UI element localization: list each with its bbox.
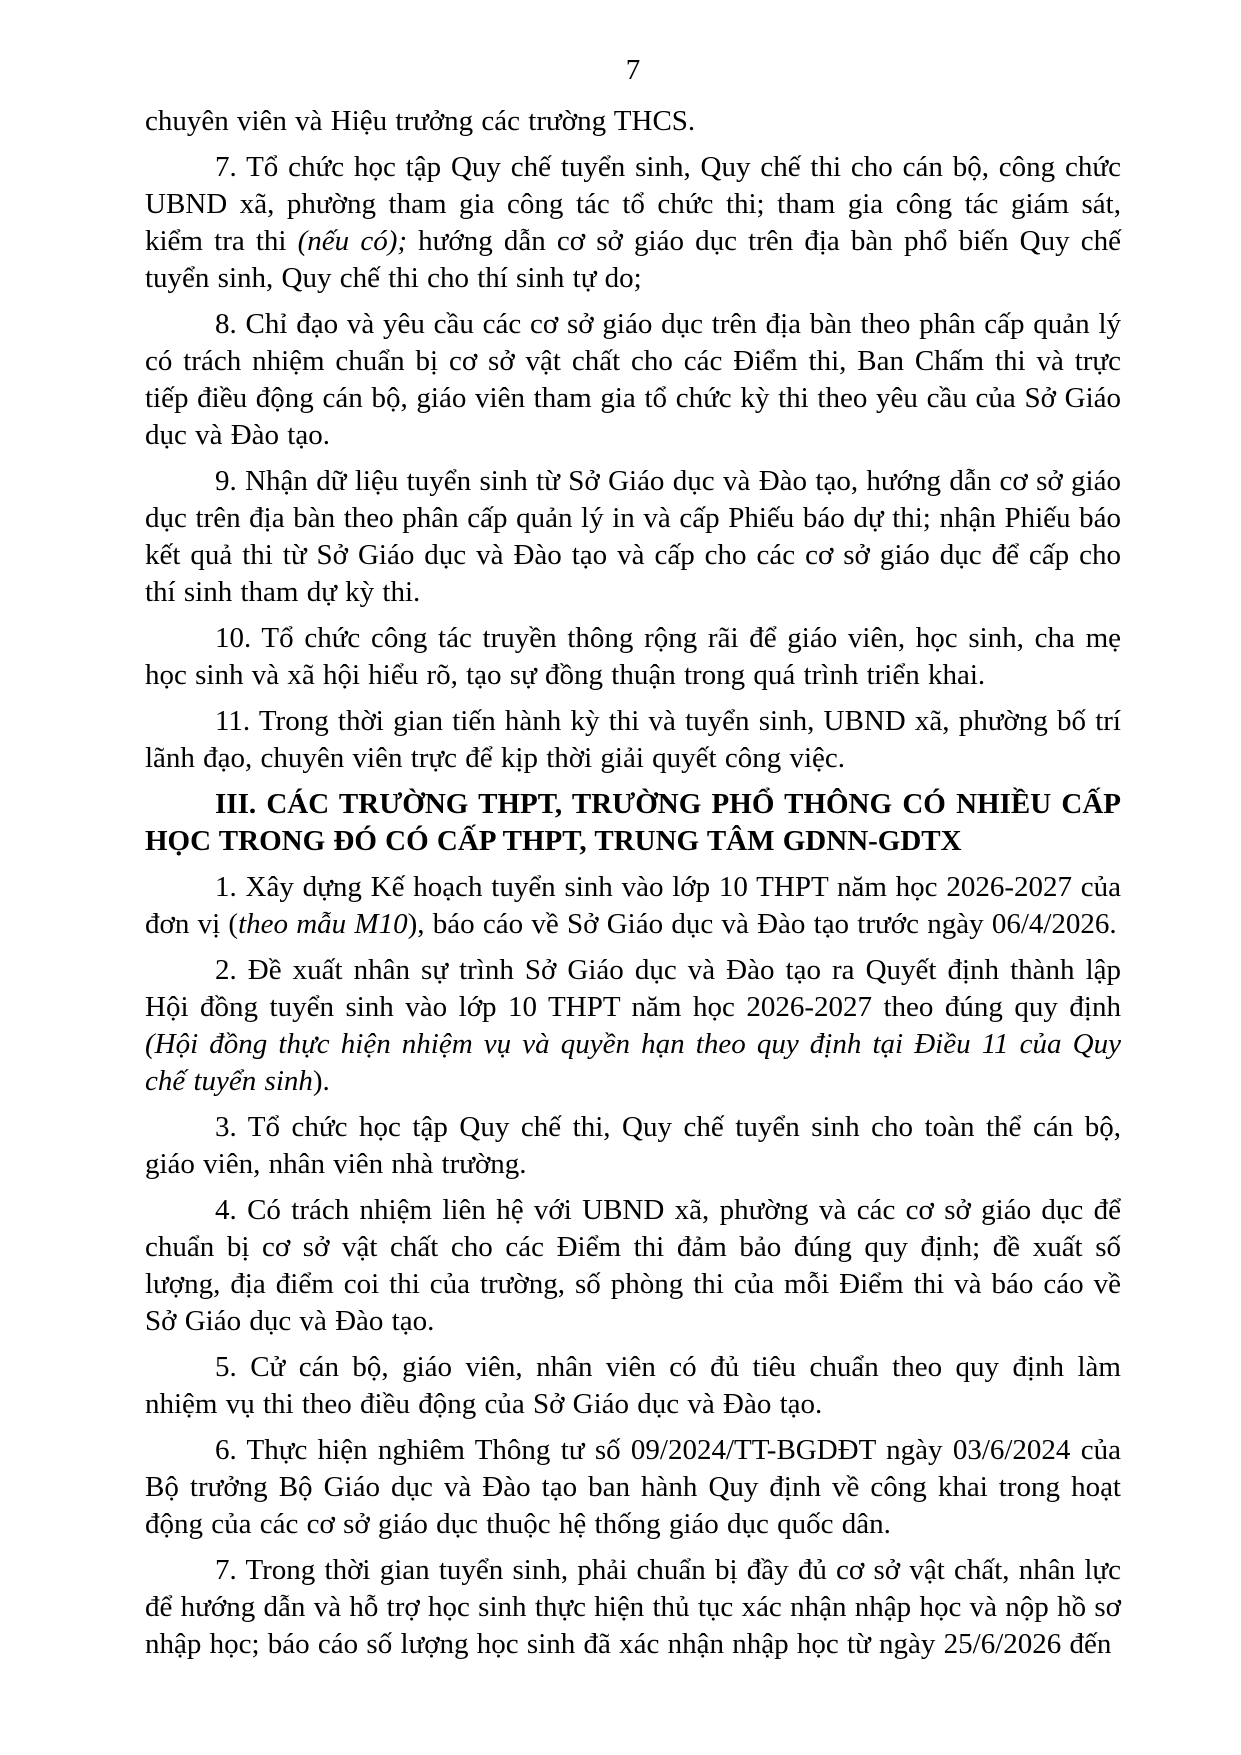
text-segment: 7. Tổ chức học tập Quy chế tuyển sinh, Quy chế thi cho cán bộ, công chức UBND xã, phường tham gia công tác tổ chức thi; tham gia công tác giám sát, kiểm tra thi bbox=[145, 151, 1121, 257]
text-segment: 2. Đề xuất nhân sự trình Sở Giáo dục và Đào tạo ra Quyết định thành lập Hội đồng tuyển sinh vào lớp 10 THPT năm học 2026-2027 theo đúng quy định bbox=[145, 954, 1121, 1023]
text-segment: ). bbox=[312, 1065, 330, 1097]
text-segment: 1. Xây dựng Kế hoạch tuyển sinh vào lớp 10 THPT năm học 2026-2027 của đơn vị ( bbox=[145, 871, 1121, 940]
text-segment: hướng dẫn cơ sở giáo dục trên địa bàn phổ biến Quy chế tuyển sinh, Quy chế thi cho thí sinh tự do; bbox=[145, 225, 1122, 294]
text-segment: (Hội đồng thực hiện nhiệm vụ và quyền hạn theo quy định tại Điều 11 của Quy chế tuyển sinh bbox=[145, 1028, 1121, 1097]
page-number: 7 bbox=[625, 54, 641, 86]
paragraph bbox=[145, 703, 1121, 777]
text-segment: 7. Trong thời gian tuyển sinh, phải chuẩn bị đầy đủ cơ sở vật chất, nhân lực để hướng dẫn và hỗ trợ học sinh thực hiện thủ tục xác nhận nhập học và nộp hồ sơ nhập học; báo cáo số lượng học sinh đã xác nhận nhập học từ ngày 25/6/2026 đến bbox=[145, 1554, 1121, 1660]
section-heading bbox=[145, 786, 1121, 860]
text-segment: 8. Chỉ đạo và yêu cầu các cơ sở giáo dục trên địa bàn theo phân cấp quản lý có trách nhiệm chuẩn bị cơ sở vật chất cho các Điểm thi, Ban Chấm thi và trực tiếp điều động cán bộ, giáo viên tham gia tổ chức kỳ thi theo yêu cầu của Sở Giáo dục và Đào tạo. bbox=[145, 308, 1121, 451]
text-segment: 3. Tổ chức học tập Quy chế thi, Quy chế tuyển sinh cho toàn thể cán bộ, giáo viên, nhân viên nhà trường. bbox=[145, 1111, 1121, 1180]
text-segment: 9. Nhận dữ liệu tuyển sinh từ Sở Giáo dục và Đào tạo, hướng dẫn cơ sở giáo dục trên địa bàn theo phân cấp quản lý in và cấp Phiếu báo dự thi; nhận Phiếu báo kết quả thi từ Sở Giáo dục và Đào tạo và cấp cho các cơ sở giáo dục để cấp cho thí sinh tham dự kỳ thi. bbox=[145, 465, 1121, 608]
text-segment: theo mẫu M10 bbox=[238, 908, 408, 940]
paragraph bbox=[145, 306, 1121, 454]
text-segment: 4. Có trách nhiệm liên hệ với UBND xã, phường và các cơ sở giáo dục để chuẩn bị cơ sở vật chất cho các Điểm thi đảm bảo đúng quy định; đề xuất số lượng, địa điểm coi thi của trường, số phòng thi của mỗi Điểm thi và báo cáo về Sở Giáo dục và Đào tạo. bbox=[145, 1194, 1121, 1337]
document-body bbox=[145, 103, 1121, 1663]
text-segment: 5. Cử cán bộ, giáo viên, nhân viên có đủ tiêu chuẩn theo quy định làm nhiệm vụ thi theo điều động của Sở Giáo dục và Đào tạo. bbox=[145, 1351, 1121, 1420]
paragraph bbox=[145, 1432, 1121, 1543]
paragraph bbox=[145, 149, 1121, 297]
text-segment: 6. Thực hiện nghiêm Thông tư số 09/2024/TT-BGDĐT ngày 03/6/2024 của Bộ trưởng Bộ Giáo dục và Đào tạo ban hành Quy định về công khai trong hoạt động của các cơ sở giáo dục thuộc hệ thống giáo dục quốc dân. bbox=[145, 1434, 1121, 1540]
paragraph bbox=[145, 103, 1121, 140]
paragraph bbox=[145, 869, 1121, 943]
text-segment: 11. Trong thời gian tiến hành kỳ thi và tuyển sinh, UBND xã, phường bố trí lãnh đạo, chuyên viên trực để kịp thời giải quyết công việc. bbox=[145, 705, 1121, 774]
text-segment: chuyên viên và Hiệu trưởng các trường THCS. bbox=[145, 105, 696, 137]
paragraph bbox=[145, 1349, 1121, 1423]
paragraph bbox=[145, 952, 1121, 1100]
paragraph bbox=[145, 1109, 1121, 1183]
paragraph bbox=[145, 620, 1121, 694]
text-segment: (nếu có); bbox=[297, 225, 408, 257]
text-segment: ), báo cáo về Sở Giáo dục và Đào tạo trước ngày 06/4/2026. bbox=[407, 908, 1117, 940]
text-segment: III. CÁC TRƯỜNG THPT, TRƯỜNG PHỔ THÔNG CÓ NHIỀU CẤP HỌC TRONG ĐÓ CÓ CẤP THPT, TRUNG TÂM GDNN-GDTX bbox=[145, 788, 1121, 857]
text-segment: 10. Tổ chức công tác truyền thông rộng rãi để giáo viên, học sinh, cha mẹ học sinh và xã hội hiểu rõ, tạo sự đồng thuận trong quá trình triển khai. bbox=[145, 622, 1121, 691]
paragraph bbox=[145, 1192, 1121, 1340]
paragraph bbox=[145, 1552, 1121, 1663]
paragraph bbox=[145, 463, 1121, 611]
